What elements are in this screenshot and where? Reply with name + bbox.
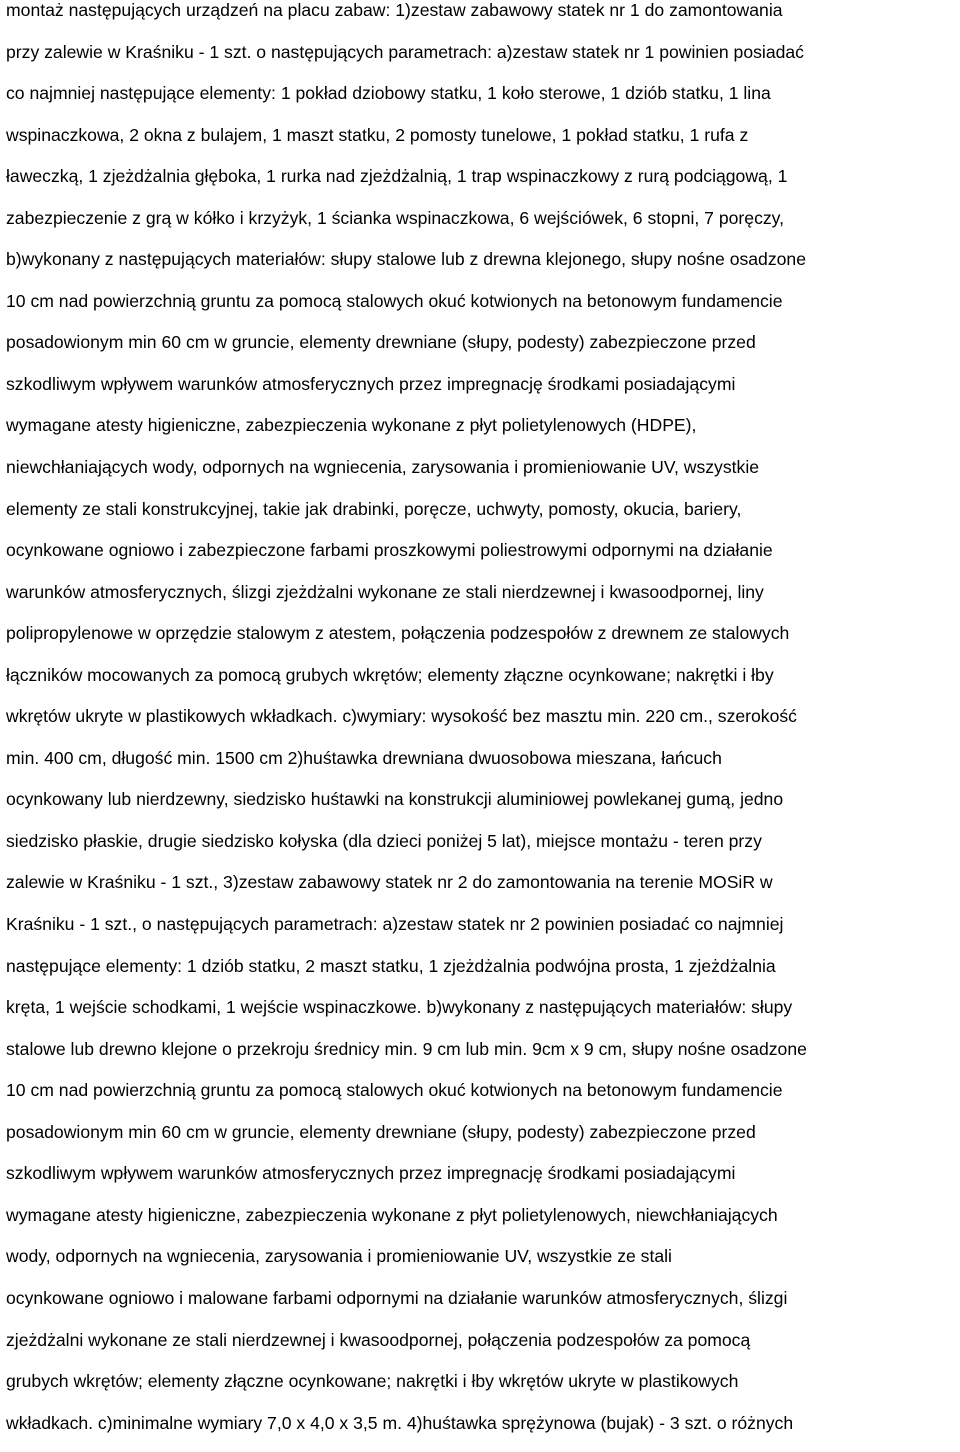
text-line: warunków atmosferycznych, ślizgi zjeżdżalni wykonane ze stali nierdzewnej i kwasoodpornej, liny bbox=[6, 581, 764, 602]
text-line: wymagane atesty higieniczne, zabezpieczenia wykonane z płyt polietylenowych, niewchłaniających bbox=[6, 1204, 778, 1225]
text-line: montaż następujących urządzeń na placu zabaw: 1)zestaw zabawowy statek nr 1 do zamontowania bbox=[6, 0, 783, 20]
text-line: siedzisko płaskie, drugie siedzisko kołyska (dla dzieci poniżej 5 lat), miejsce montażu - teren przy bbox=[6, 830, 762, 851]
text-line: przy zalewie w Kraśniku - 1 szt. o następujących parametrach: a)zestaw statek nr 1 powinien posiadać bbox=[6, 41, 804, 62]
text-line: szkodliwym wpływem warunków atmosferycznych przez impregnację środkami posiadającymi bbox=[6, 373, 736, 394]
text-line: 10 cm nad powierzchnią gruntu za pomocą stalowych okuć kotwionych na betonowym fundamencie bbox=[6, 1080, 783, 1101]
text-line: stalowe lub drewno klejone o przekroju średnicy min. 9 cm lub min. 9cm x 9 cm, słupy nośne osadzone bbox=[6, 1038, 807, 1059]
text-line: posadowionym min 60 cm w gruncie, elementy drewniane (słupy, podesty) zabezpieczone przed bbox=[6, 332, 756, 353]
text-line: łączników mocowanych za pomocą grubych wkrętów; elementy złączne ocynkowane; nakrętki i łby bbox=[6, 664, 774, 685]
text-line: posadowionym min 60 cm w gruncie, elementy drewniane (słupy, podesty) zabezpieczone przed bbox=[6, 1121, 756, 1142]
text-line: grubych wkrętów; elementy złączne ocynkowane; nakrętki i łby wkrętów ukryte w plastikowych bbox=[6, 1371, 739, 1392]
text-line: zalewie w Kraśniku - 1 szt., 3)zestaw zabawowy statek nr 2 do zamontowania na terenie MOSiR w bbox=[6, 872, 773, 893]
text-line: wkrętów ukryte w plastikowych wkładkach. c)wymiary: wysokość bez masztu min. 220 cm., szerokość bbox=[6, 706, 797, 727]
text-line: wspinaczkowa, 2 okna z bulajem, 1 maszt statku, 2 pomosty tunelowe, 1 pokład statku, 1 rufa z bbox=[6, 124, 749, 145]
text-line: min. 400 cm, długość min. 1500 cm 2)huśtawka drewniana dwuosobowa mieszana, łańcuch bbox=[6, 747, 722, 768]
text-line: wymagane atesty higieniczne, zabezpieczenia wykonane z płyt polietylenowych (HDPE), bbox=[6, 415, 697, 436]
text-line: ocynkowane ogniowo i malowane farbami odpornymi na działanie warunków atmosferycznych, ślizgi bbox=[6, 1287, 788, 1308]
text-line: 10 cm nad powierzchnią gruntu za pomocą stalowych okuć kotwionych na betonowym fundamencie bbox=[6, 290, 783, 311]
text-line: zabezpieczenie z grą w kółko i krzyżyk, 1 ścianka wspinaczkowa, 6 wejściówek, 6 stopni, 7 poręczy, bbox=[6, 207, 785, 228]
text-line: ocynkowany lub nierdzewny, siedzisko huśtawki na konstrukcji aluminiowej powlekanej gumą, jedno bbox=[6, 789, 784, 810]
text-line: polipropylenowe w oprzędzie stalowym z atestem, połączenia podzespołów z drewnem ze stalowych bbox=[6, 623, 790, 644]
text-line: co najmniej następujące elementy: 1 pokład dziobowy statku, 1 koło sterowe, 1 dziób statku, 1 lina bbox=[6, 83, 771, 104]
text-line: elementy ze stali konstrukcyjnej, takie jak drabinki, poręcze, uchwyty, pomosty, okucia, bariery, bbox=[6, 498, 742, 519]
text-line: ocynkowane ogniowo i zabezpieczone farbami proszkowymi poliestrowymi odpornymi na działanie bbox=[6, 540, 773, 561]
text-line: wkładkach. c)minimalne wymiary 7,0 x 4,0 x 3,5 m. 4)huśtawka sprężynowa (bujak) - 3 szt. o różnych bbox=[6, 1412, 794, 1433]
text-line: szkodliwym wpływem warunków atmosferycznych przez impregnację środkami posiadającymi bbox=[6, 1163, 736, 1184]
text-line: kręta, 1 wejście schodkami, 1 wejście wspinaczkowe. b)wykonany z następujących materiałów: słupy bbox=[6, 997, 793, 1018]
text-line: zjeżdżalni wykonane ze stali nierdzewnej i kwasoodpornej, połączenia podzespołów za pomocą bbox=[6, 1329, 751, 1350]
text-line: b)wykonany z następujących materiałów: słupy stalowe lub z drewna klejonego, słupy nośne osadzone bbox=[6, 249, 806, 270]
text-line: następujące elementy: 1 dziób statku, 2 maszt statku, 1 zjeżdżalnia podwójna prosta, 1 zjeżdżalnia bbox=[6, 955, 776, 976]
document-body bbox=[6, 0, 960, 1444]
text-line: wody, odpornych na wgniecenia, zarysowania i promieniowanie UV, wszystkie ze stali bbox=[6, 1246, 672, 1267]
text-line: ławeczką, 1 zjeżdżalnia głęboka, 1 rurka nad zjeżdżalnią, 1 trap wspinaczkowy z rurą podciągową, 1 bbox=[6, 166, 788, 187]
text-line: niewchłaniających wody, odpornych na wgniecenia, zarysowania i promieniowanie UV, wszystkie bbox=[6, 457, 760, 478]
text-line: Kraśniku - 1 szt., o następujących parametrach: a)zestaw statek nr 2 powinien posiadać co najmniej bbox=[6, 914, 784, 935]
